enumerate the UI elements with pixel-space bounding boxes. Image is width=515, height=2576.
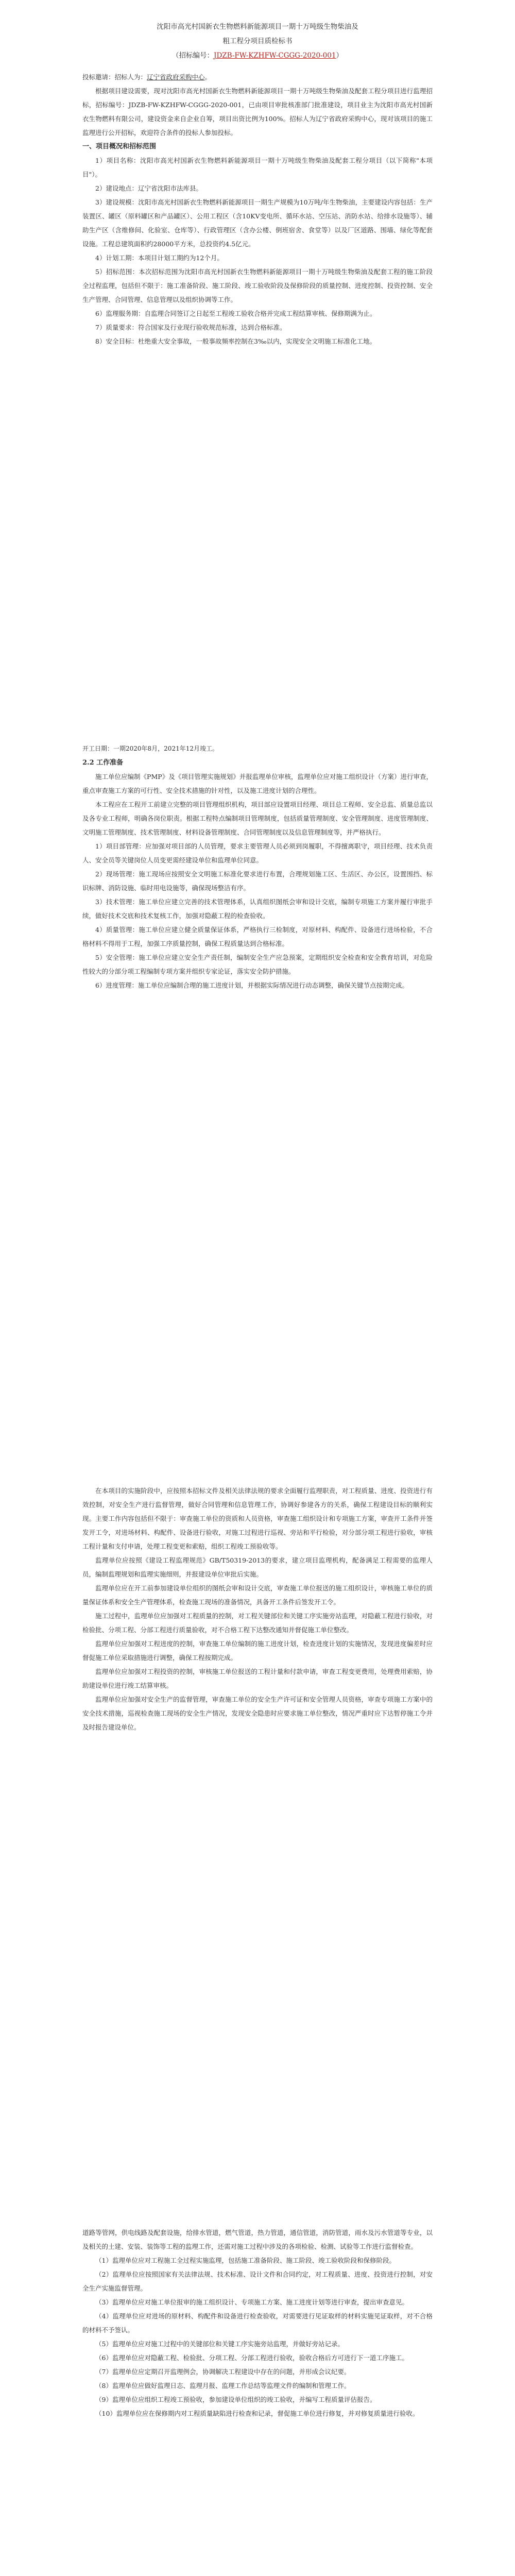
p2-paragraph-5: 3）技术管理：施工单位应建立完善的技术管理体系，认真组织图纸会审和设计交底，编制专项施工方案并履行审批手续，做好技术交底和技术复核工作，加强对隐蔽工程的检查验收。 — [82, 898, 433, 920]
p4-paragraph-8: （7）监理单位应定期召开监理例会，协调解决工程建设中存在的问题，并形成会议纪要。 — [95, 2368, 351, 2376]
notice-value: 辽宁省政府采购中心 — [147, 73, 205, 81]
tender-code — [82, 48, 433, 63]
tender-code-value: JDZB-FW-KZHFW-CGGG-2020-001 — [214, 52, 336, 60]
p4-paragraph-7: （6）监理单位应对隐蔽工程、检验批、分项工程、分部工程进行验收，验收合格后方可进行下一道工序施工。 — [95, 2354, 408, 2362]
section-1-heading: 一、项目概况和招标范围 — [82, 143, 157, 150]
item-2: 2）建设地点：辽宁省沈阳市法库县。 — [95, 184, 202, 192]
tender-code-prefix: （招标编号： — [172, 52, 214, 60]
p3-paragraph-2: 监理单位应按照《建设工程监理规范》GB/T50319-2013的要求，建立项目监理机构，配备满足工程需要的监理人员，编制监理规划和监理实施细则，并报建设单位审批后实施。 — [82, 1556, 433, 1578]
item-6: 6）监理服务期：自监理合同签订之日起至工程竣工验收合格并完成工程结算审核、保修期满为止。 — [95, 310, 376, 317]
item-8: 8）安全目标：杜绝重大安全事故，一般事故频率控制在3‰以内，实现安全文明施工标准化工地。 — [95, 337, 376, 345]
doc-title-line-2: 粗工程分项目质检标书 — [222, 37, 293, 45]
section-2-heading: 2.2 工作准备 — [82, 759, 124, 767]
p4-paragraph-11: （10）监理单位应在保修期内对工程质量缺陷进行检查和记录，督促施工单位进行修复，并对修复质量进行验收。 — [95, 2410, 419, 2417]
page-2 — [82, 742, 433, 992]
p2-paragraph-2: 本工程应在工程开工前建立完整的项目管理组织机构，项目部应设置项目经理、项目总工程师、安全总监、质量总监以及各专业工程师，明确各岗位职责。根据工程特点编制项目管理制度，包括质量管理制度、安全管理制度、进度管理制度、文明施工管理制度、技术管理制度、材料设备管理制度、合同管理制度以及信息管理制度等，并严格执行。 — [82, 801, 433, 836]
doc-title-line-1: 沈阳市高光村国新衣生物燃料新能源项目一期十万吨级生物柴油及 — [157, 23, 358, 31]
notice-prefix: 投标邀请：招标人为： — [82, 73, 147, 81]
p4-paragraph-9: （8）监理单位应做好监理日志、监理月报、监理工作总结等监理文件的编制和管理工作。 — [95, 2382, 351, 2389]
p2-paragraph-3: 1）项目部管理：应加强对项目部的人员管理，要求主要管理人员必须到岗履职，不得擅离职守，项目经理、技术负责人、安全员等关键岗位人员变更需经建设单位和监理单位同意。 — [82, 842, 433, 864]
p2-paragraph-7: 5）安全管理：施工单位应建立安全生产责任制，编制安全生产应急预案，定期组织安全检查和安全教育培训，对危险性较大的分部分项工程编制专项方案并组织专家论证，落实安全防护措施。 — [82, 954, 433, 975]
item-3: 3）建设规模：沈阳市高光村国新衣生物燃料新能源项目一期生产规模为10万吨/年生物柴油，主要建设内容包括：生产装置区、罐区（原料罐区和产品罐区）、公用工程区（含10KV变电所、循环水站、空压站、消防水站、给排水设施等）、辅助生产区（含维修间、化验室、仓库等）、行政管理区（含办公楼、倒班宿舍、食堂等）以及厂区道路、围墙、绿化等配套设施。工程总建筑面积约28000平方米，总投资约4.5亿元。 — [82, 198, 433, 248]
p2-paragraph-6: 4）质量管理：施工单位应建立健全质量保证体系，严格执行三检制度，对原材料、构配件、设备进行进场检验，不合格材料不得用于工程，加强工序质量控制，确保工程质量达到合格标准。 — [82, 926, 433, 947]
p2-paragraph-4: 2）现场管理：施工现场应按照安全文明施工标准化要求进行布置，合理规划施工区、生活区、办公区，设置围挡、标识标牌、消防设施、临时用电设施等，确保现场整洁有序。 — [82, 870, 433, 892]
p2-paragraph-1: 施工单位应编制《PMP》及《项目管理实施规划》并报监理单位审核，监理单位应对施工组织设计（方案）进行审查，重点审查施工方案的可行性、安全技术措施的针对性，以及施工进度计划的合理性。 — [82, 773, 433, 794]
page-4 — [82, 2226, 433, 2420]
p4-paragraph-10: （9）监理单位应组织工程竣工预验收，参加建设单位组织的竣工验收，并编写工程质量评估报告。 — [95, 2396, 376, 2403]
p4-paragraph-4: （3）监理单位应对施工单位报审的施工组织设计、专项施工方案、施工进度计划等进行审查，提出审查意见。 — [95, 2298, 408, 2306]
p4-paragraph-1: 道路等管网，供电线路及配套设施，给排水管道，燃气管道，热力管道，通信管道，消防管道，雨水及污水管道等专业，以及相关的土建、安装、装饰等工程的监理工作，还需对施工过程中涉及的各项检验、检测、试验等工作进行监督检查。 — [82, 2229, 433, 2250]
notice-line — [82, 70, 433, 84]
p4-paragraph-6: （5）监理单位应对施工过程中的关键部位和关键工序实施旁站监理，并做好旁站记录。 — [95, 2340, 344, 2348]
page-1 — [82, 20, 433, 348]
item-7: 7）质量要求：符合国家及行业现行验收规范标准，达到合格标准。 — [95, 324, 286, 331]
p3-paragraph-6: 监理单位应加强对工程投资的控制，审核施工单位报送的工程计量和付款申请，审查工程变更费用，处理费用索赔，协助建设单位进行竣工结算审核。 — [82, 1668, 433, 1689]
page-2-top-line: 开工日期：一期2020年8月，2021年12月竣工。 — [82, 745, 218, 752]
p3-paragraph-4: 施工过程中，监理单位应加强对工程质量的控制，对工程关键部位和关键工序实施旁站监理，对隐蔽工程进行验收，对检验批、分项工程、分部工程进行质量验收，对不合格工程下达整改通知并督促施工单位整改。 — [82, 1612, 433, 1634]
item-1: 1）项目名称：沈阳市高光村国新衣生物燃料新能源项目一期十万吨级生物柴油及配套工程分项目（以下简称"本项目"）。 — [82, 157, 433, 178]
p4-paragraph-2: （1）监理单位应对工程施工全过程实施监理，包括施工准备阶段、施工阶段、竣工验收阶段和保修阶段。 — [95, 2257, 396, 2264]
p2-paragraph-8: 6）进度管理：施工单位应编制合理的施工进度计划，并根据实际情况进行动态调整，确保关键节点按期完成。 — [95, 981, 408, 989]
notice-suffix: 。 — [204, 73, 212, 81]
p3-paragraph-7: 监理单位应加强对安全生产的监督管理，审查施工单位的安全生产许可证和安全管理人员资格，审查专项施工方案中的安全技术措施，巡视检查施工现场的安全生产情况，发现安全隐患时应要求施工单位整改，情况严重时应下达暂停施工令并及时报告建设单位。 — [82, 1696, 433, 1731]
item-5: 5）招标范围：本次招标范围为沈阳市高光村国新衣生物燃料新能源项目一期十万吨级生物柴油及配套工程的施工阶段全过程监理，包括但不限于：施工准备阶段、施工阶段、竣工验收阶段及保修阶段的质量控制、进度控制、投资控制、安全生产管理、合同管理、信息管理以及组织协调等工作。 — [82, 268, 433, 303]
page-3 — [82, 1484, 433, 1734]
tender-code-suffix: ） — [336, 52, 343, 60]
p3-paragraph-1: 在本项目的实施阶段中，应按照本招标文件及相关法律法规的要求全面履行监理职责，对工程质量、进度、投资进行有效控制，对安全生产进行监督管理，做好合同管理和信息管理工作，协调好参建各方的关系，确保工程建设目标的顺利实现。主要工作内容包括但不限于：审查施工单位的资质和人员资格，审查施工组织设计和专项施工方案，审查开工条件并签发开工令，对进场材料、构配件、设备进行验收，对施工过程进行巡视、旁站和平行检验，对分部分项工程进行验收，审核工程计量和支付申请，处理工程变更和索赔，组织工程竣工预验收等。 — [82, 1487, 433, 1550]
p4-paragraph-3: （2）监理单位应按照国家有关法律法规、技术标准、设计文件和合同约定，对工程质量、进度、投资进行控制，对安全生产实施监督管理。 — [82, 2270, 433, 2292]
p3-paragraph-3: 监理单位应在开工前参加建设单位组织的图纸会审和设计交底，审查施工单位报送的施工组织设计，审核施工单位的质量保证体系和安全生产管理体系，检查施工现场的准备情况，具备开工条件后签发开工令。 — [82, 1584, 433, 1606]
p3-paragraph-5: 监理单位应加强对工程进度的控制，审查施工单位编制的施工进度计划，检查进度计划的实施情况，发现进度偏差时应督促施工单位采取措施进行调整，确保工程按期完成。 — [82, 1640, 433, 1662]
intro-paragraph: 根据项目建设需要，现对沈阳市高光村国新衣生物燃料新能源项目一期十万吨级生物柴油及配套工程分项目进行监理招标，招标编号：JDZB-FW-KZHFW-CGGG-2020-001，已由项目审批核准部门批准建设，项目业主为沈阳市高光村国新衣生物燃料有限公司，建设资金来自企业自筹，项目出资比例为100%。招标人为辽宁省政府采购中心，现对该项目的施工监理进行公开招标，欢迎符合条件的投标人参加投标。 — [82, 87, 433, 137]
item-4: 4）计划工期：本项目计划工期约为12个月。 — [95, 254, 224, 262]
p4-paragraph-5: （4）监理单位应对进场的原材料、构配件和设备进行检查验收，对需要进行见证取样的材料实施见证取样，对不合格的材料不予签认。 — [82, 2312, 433, 2334]
